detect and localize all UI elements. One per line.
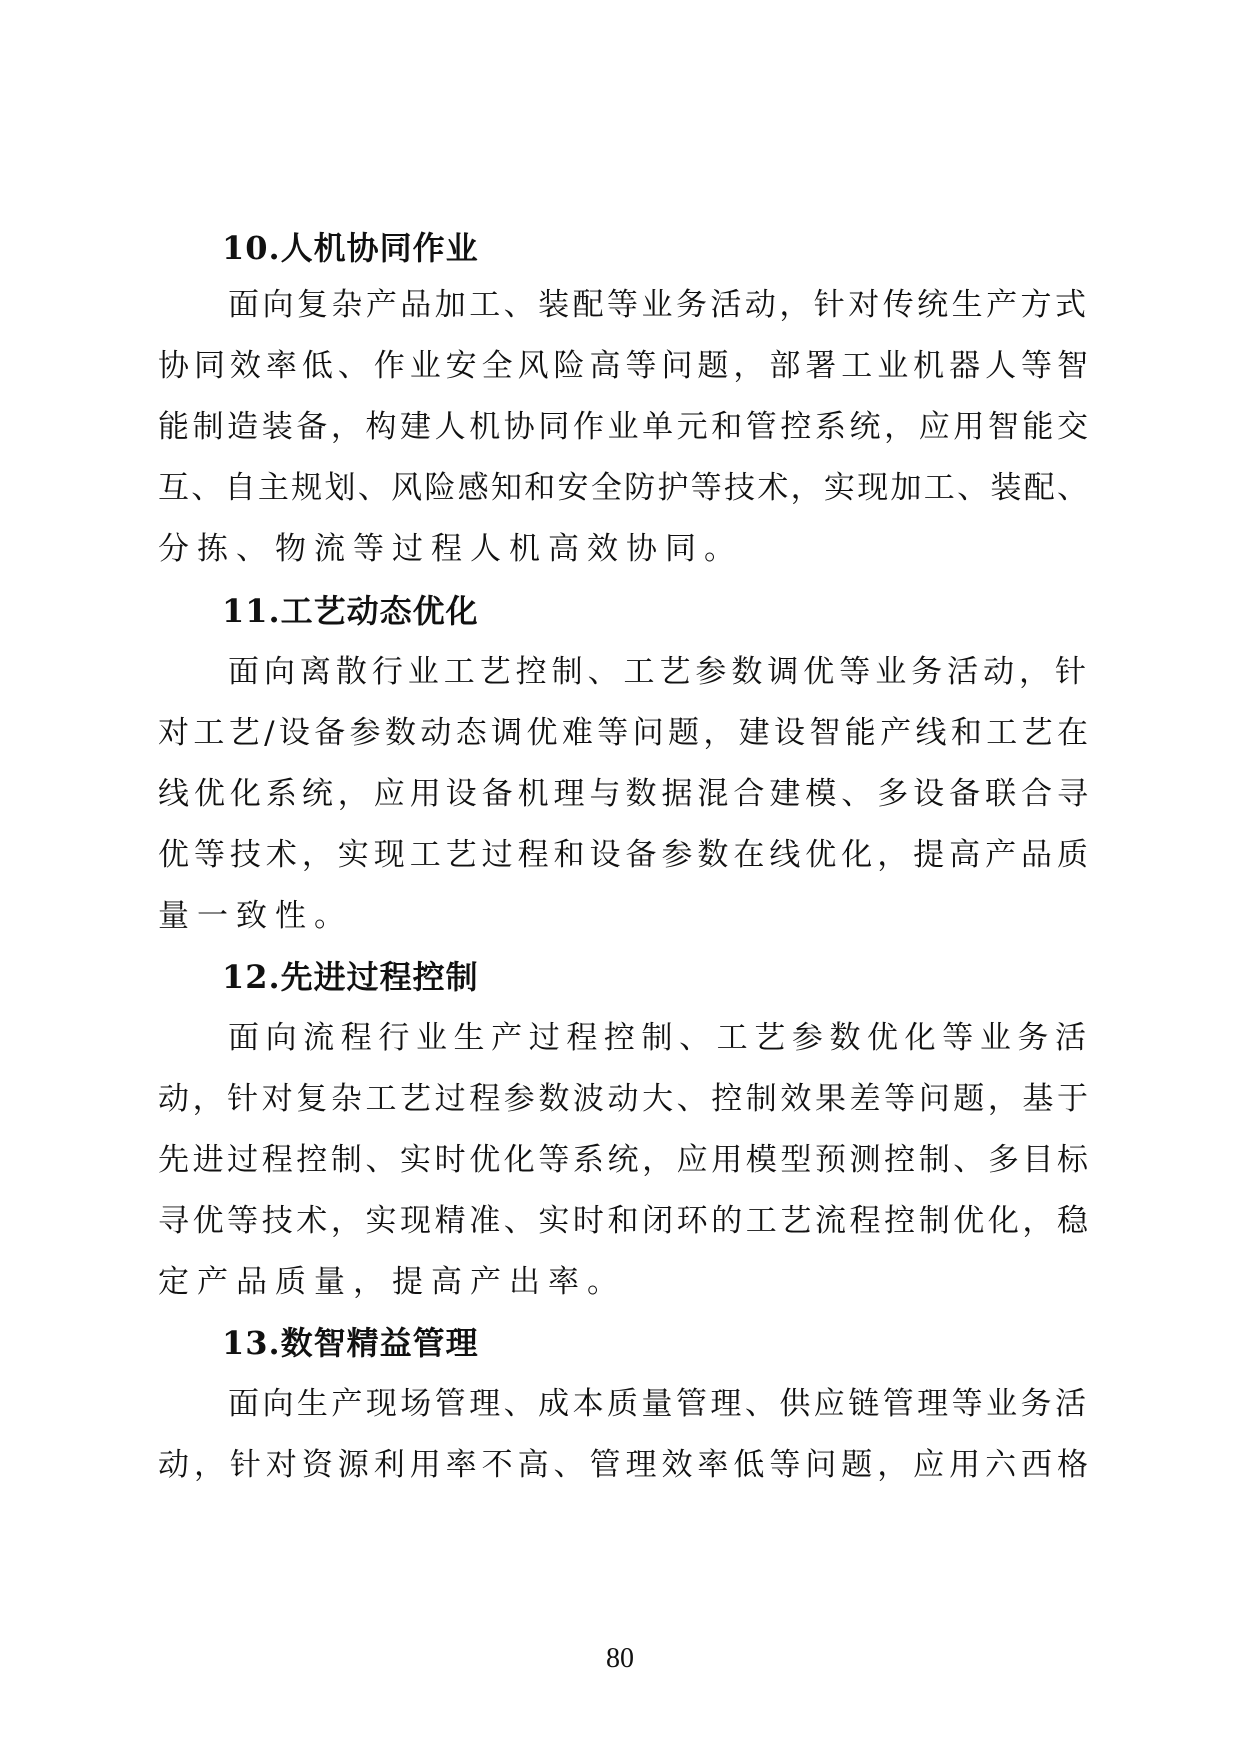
- page-number: 80: [606, 1643, 634, 1674]
- paragraph-line: 动，针对资源利用率不高、管理效率低等问题，应用六西格: [158, 1447, 1088, 1483]
- paragraph-line: 量一致性。: [158, 898, 353, 934]
- paragraph-line: 面向流程行业生产过程控制、工艺参数优化等业务活: [228, 1020, 1086, 1056]
- paragraph-line: 寻优等技术，实现精准、实时和闭环的工艺流程控制优化，稳: [158, 1203, 1088, 1239]
- paragraph-line: 线优化系统，应用设备机理与数据混合建模、多设备联合寻: [158, 776, 1088, 812]
- paragraph-line: 动，针对复杂工艺过程参数波动大、控制效果差等问题，基于: [158, 1081, 1088, 1117]
- paragraph-line: 优等技术，实现工艺过程和设备参数在线优化，提高产品质: [158, 837, 1088, 873]
- paragraph-line: 能制造装备，构建人机协同作业单元和管控系统，应用智能交: [158, 409, 1088, 445]
- paragraph-line: 定产品质量，提高产出率。: [158, 1264, 626, 1300]
- paragraph-line: 面向生产现场管理、成本质量管理、供应链管理等业务活: [228, 1386, 1086, 1422]
- paragraph-line: 对工艺/设备参数动态调优难等问题，建设智能产线和工艺在: [158, 715, 1088, 751]
- paragraph-line: 面向离散行业工艺控制、工艺参数调优等业务活动，针: [228, 654, 1086, 690]
- paragraph-line: 协同效率低、作业安全风险高等问题，部署工业机器人等智: [158, 348, 1088, 384]
- paragraph-line: 先进过程控制、实时优化等系统，应用模型预测控制、多目标: [158, 1142, 1088, 1178]
- section-heading-12: 12.先进过程控制: [222, 958, 479, 996]
- section-heading-13: 13.数智精益管理: [222, 1324, 479, 1362]
- section-heading-10: 10.人机协同作业: [222, 229, 479, 267]
- paragraph-line: 面向复杂产品加工、装配等业务活动，针对传统生产方式: [228, 287, 1086, 323]
- paragraph-line: 分拣、物流等过程人机高效协同。: [158, 531, 743, 567]
- paragraph-line: 互、自主规划、风险感知和安全防护等技术，实现加工、装配、: [158, 470, 1088, 506]
- section-heading-11: 11.工艺动态优化: [222, 592, 479, 630]
